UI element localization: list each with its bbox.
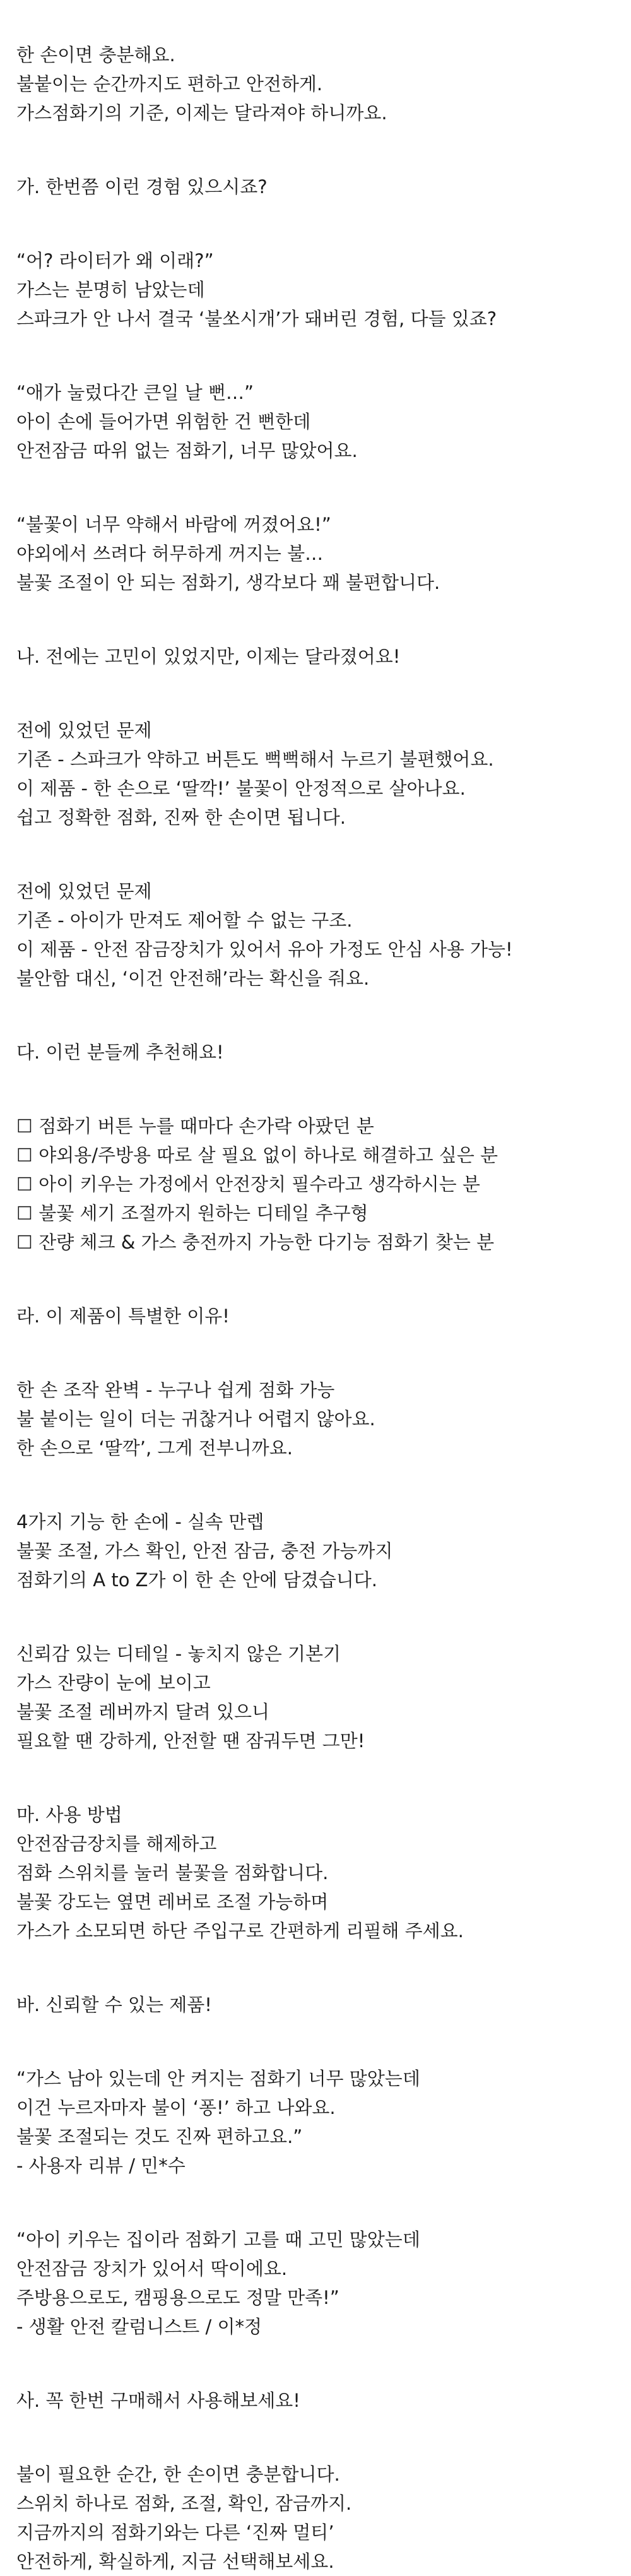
- text-line: 신뢰감 있는 디테일 - 놓치지 않은 기본기: [16, 1643, 341, 1665]
- text-line: 불꽃 조절이 안 되는 점화기, 생각보다 꽤 불편합니다.: [16, 572, 440, 593]
- feature-one-hand: [16, 1375, 631, 1463]
- review-text: 이건 누르자마자 불이 ‘퐁!’ 하고 나와요.: [16, 2097, 336, 2118]
- checklist-item: ☐ 불꽃 세기 조절까지 원하는 디테일 추구형: [16, 1202, 369, 1224]
- closing: [16, 2460, 631, 2576]
- heading-ga: [16, 172, 631, 201]
- text-line: 한 손 조작 완벽 - 누구나 쉽게 점화 가능: [16, 1379, 335, 1401]
- text-line: 기존 - 아이가 만져도 제어할 수 없는 구조.: [16, 910, 353, 931]
- text-line: 스위치 하나로 점화, 조절, 확인, 잠금까지.: [16, 2493, 352, 2514]
- review-text: 주방용으로도, 캠핑용으로도 정말 만족!”: [16, 2287, 339, 2308]
- text-line: 아이 손에 들어가면 위험한 건 뻔한데: [16, 411, 311, 432]
- text-line: 지금까지의 점화기와는 다른 ‘진짜 멀티’: [16, 2522, 334, 2543]
- review-text: 안전잠금 장치가 있어서 딱이에요.: [16, 2258, 288, 2279]
- review-text: 불꽃 조절되는 것도 진짜 편하고요.”: [16, 2126, 303, 2147]
- text-line: 한 손이면 충분해요.: [16, 44, 175, 66]
- text-line: 안전잠금 따위 없는 점화기, 너무 많았어요.: [16, 440, 358, 461]
- review-text: “아이 키우는 집이라 점화기 고를 때 고민 많았는데: [16, 2229, 420, 2250]
- text-line: 한 손으로 ‘딸깍’, 그게 전부니까요.: [16, 1437, 293, 1459]
- text-line: 불꽃 조절, 가스 확인, 안전 잠금, 충전 가능까지: [16, 1540, 393, 1562]
- text-line: 불붙이는 순간까지도 편하고 안전하게.: [16, 73, 323, 95]
- text-line: 전에 있었던 문제: [16, 720, 152, 741]
- intro-section: [16, 40, 631, 128]
- section-heading: 마. 사용 방법: [16, 1804, 122, 1825]
- section-heading: 나. 전에는 고민이 있었지만, 이제는 달라졌어요!: [16, 646, 401, 667]
- how-to-use: [16, 1800, 631, 1945]
- section-heading: 가. 한번쯤 이런 경험 있으시죠?: [16, 176, 268, 198]
- review-author: - 사용자 리뷰 / 민*수: [16, 2155, 186, 2176]
- review-1: [16, 2064, 631, 2180]
- section-heading: 라. 이 제품이 특별한 이유!: [16, 1305, 230, 1327]
- text-line: 불이 필요한 순간, 한 손이면 충분합니다.: [16, 2464, 340, 2485]
- text-line: 이 제품 - 한 손으로 ‘딸깍!’ 불꽃이 안정적으로 살아나요.: [16, 778, 466, 799]
- section-heading: 사. 꼭 한번 구매해서 사용해보세요!: [16, 2390, 300, 2411]
- text-line: 쉽고 정확한 점화, 진짜 한 손이면 됩니다.: [16, 807, 346, 828]
- section-heading: 바. 신뢰할 수 있는 제품!: [16, 1994, 212, 2015]
- review-author: - 생활 안전 칼럼니스트 / 이*정: [16, 2316, 262, 2337]
- review-2: [16, 2225, 631, 2341]
- text-line: 안전하게, 확실하게, 지금 선택해보세요.: [16, 2551, 334, 2572]
- section-heading: 다. 이런 분들께 추천해요!: [16, 1042, 224, 1063]
- text-line: 가스가 소모되면 하단 주입구로 간편하게 리필해 주세요.: [16, 1920, 464, 1942]
- text-line: 가스 잔량이 눈에 보이고: [16, 1672, 211, 1694]
- text-line: “애가 눌렀다간 큰일 날 뻔…”: [16, 382, 254, 403]
- text-line: 불안함 대신, ‘이건 안전해’라는 확신을 줘요.: [16, 968, 370, 989]
- recommend-checklist: [16, 1112, 631, 1257]
- checklist-item: ☐ 아이 키우는 가정에서 안전장치 필수라고 생각하시는 분: [16, 1173, 480, 1195]
- experience-spark: [16, 246, 631, 333]
- text-line: 필요할 땐 강하게, 안전할 땐 잠궈두면 그만!: [16, 1730, 365, 1752]
- text-line: 전에 있었던 문제: [16, 881, 152, 902]
- text-line: 야외에서 쓰려다 허무하게 꺼지는 불…: [16, 543, 324, 564]
- text-line: 점화 스위치를 눌러 불꽃을 점화합니다.: [16, 1862, 329, 1884]
- problem-compare-2: [16, 877, 631, 993]
- experience-child-safety: [16, 378, 631, 465]
- checklist-item: ☐ 잔량 체크 & 가스 충전까지 가능한 다기능 점화기 찾는 분: [16, 1232, 495, 1253]
- text-line: 기존 - 스파크가 약하고 버튼도 뻑뻑해서 누르기 불편했어요.: [16, 749, 494, 770]
- text-line: 이 제품 - 안전 잠금장치가 있어서 유아 가정도 안심 사용 가능!: [16, 939, 513, 960]
- checklist-item: ☐ 점화기 버튼 누를 때마다 손가락 아팠던 분: [16, 1115, 374, 1137]
- feature-detail: [16, 1639, 631, 1755]
- experience-weak-flame: [16, 510, 631, 597]
- text-line: 불꽃 조절 레버까지 달려 있으니: [16, 1701, 270, 1723]
- text-line: 4가지 기능 한 손에 - 실속 만렙: [16, 1511, 264, 1533]
- text-line: “불꽃이 너무 약해서 바람에 꺼졌어요!”: [16, 514, 331, 535]
- review-text: “가스 남아 있는데 안 켜지는 점화기 너무 많았는데: [16, 2068, 420, 2089]
- text-line: 점화기의 A to Z가 이 한 손 안에 담겼습니다.: [16, 1569, 377, 1591]
- heading-sa: [16, 2386, 631, 2415]
- text-line: 안전잠금장치를 해제하고: [16, 1833, 217, 1855]
- text-line: 불 붙이는 일이 더는 귀찮거나 어렵지 않아요.: [16, 1408, 375, 1430]
- text-line: 불꽃 강도는 옆면 레버로 조절 가능하며: [16, 1891, 329, 1913]
- text-line: 스파크가 안 나서 결국 ‘불쏘시개’가 돼버린 경험, 다들 있죠?: [16, 308, 497, 329]
- heading-ra: [16, 1302, 631, 1331]
- feature-four-functions: [16, 1507, 631, 1594]
- text-line: 가스는 분명히 남았는데: [16, 279, 205, 300]
- checklist-item: ☐ 야외용/주방용 따로 살 필요 없이 하나로 해결하고 싶은 분: [16, 1144, 498, 1166]
- heading-da: [16, 1038, 631, 1067]
- text-line: “어? 라이터가 왜 이래?”: [16, 250, 214, 271]
- heading-ba: [16, 1990, 631, 2019]
- text-line: 가스점화기의 기준, 이제는 달라져야 하니까요.: [16, 102, 387, 124]
- problem-compare-1: [16, 716, 631, 832]
- heading-na: [16, 642, 631, 671]
